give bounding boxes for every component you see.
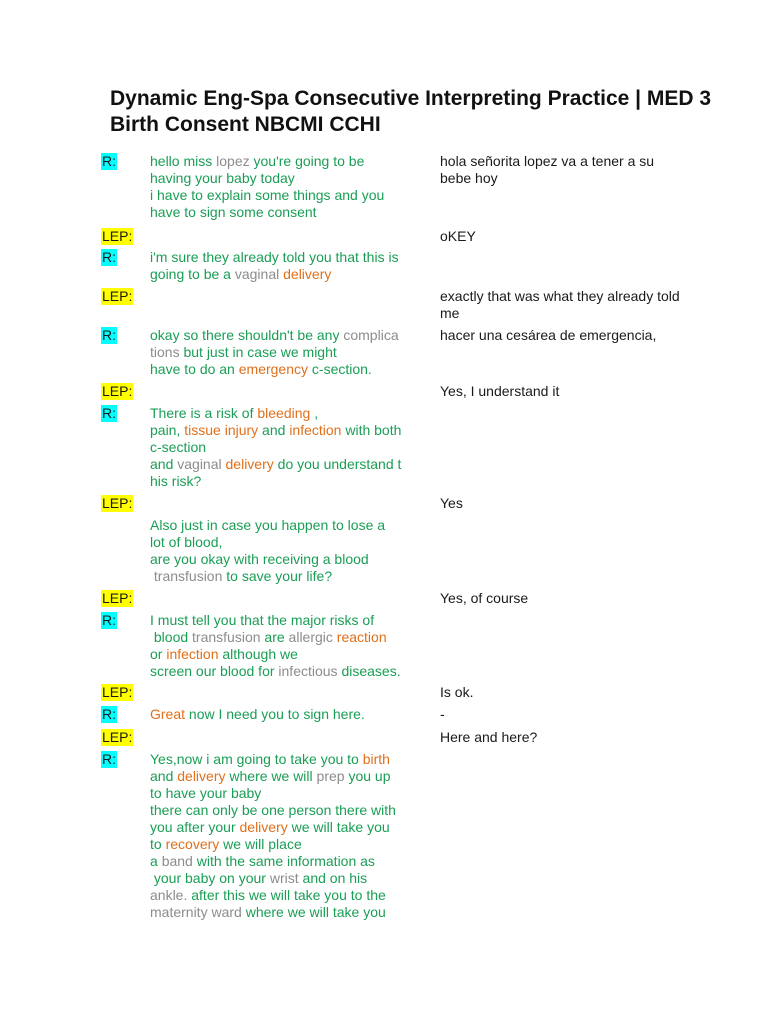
- rendition-line: me: [440, 305, 460, 321]
- utterance-line: [150, 870, 432, 887]
- rendition-line: Here and here?: [440, 729, 538, 745]
- rendition-line: -: [440, 706, 445, 722]
- utterance-text: you after your: [150, 819, 240, 835]
- utterance-line: [150, 836, 432, 853]
- key-term: tissue injury: [184, 422, 259, 438]
- utterance-text: okay so there shouldn't be any: [150, 327, 344, 343]
- target-rendition: [440, 153, 720, 187]
- utterance-text: Yes,now i am going to take you to: [150, 751, 363, 767]
- secondary-term: transfusion: [192, 629, 261, 645]
- speaker-label-lep: [101, 590, 133, 607]
- utterance-text: where we will: [225, 768, 317, 784]
- target-rendition: [440, 684, 720, 701]
- utterance-text: your baby on your: [150, 870, 270, 886]
- utterance-line: [150, 422, 432, 439]
- english-utterance: [150, 612, 432, 680]
- speaker-tag: LEP:: [102, 383, 133, 399]
- key-term: birth: [362, 751, 390, 767]
- utterance-line: [150, 327, 432, 344]
- utterance-text: to have your baby: [150, 785, 262, 801]
- utterance-text: and on his: [298, 870, 368, 886]
- key-term: delivery: [239, 819, 288, 835]
- secondary-term: infectious: [278, 663, 338, 679]
- speaker-tag: LEP:: [102, 684, 133, 700]
- speaker-tag: LEP:: [102, 228, 133, 244]
- utterance-text: to: [150, 836, 166, 852]
- utterance-text: i'm sure they already told you that this is: [150, 249, 399, 265]
- utterance-text: and: [150, 768, 178, 784]
- speaker-tag: R:: [102, 751, 116, 767]
- utterance-line: [150, 249, 432, 266]
- secondary-term: transfusion: [153, 568, 223, 584]
- speaker-tag: LEP:: [102, 288, 133, 304]
- utterance-line: [150, 751, 432, 768]
- key-term: infection: [289, 422, 342, 438]
- utterance-text: lot of blood,: [150, 534, 223, 550]
- utterance-text: with both: [341, 422, 402, 438]
- utterance-line: [150, 768, 432, 785]
- english-utterance: [150, 517, 432, 585]
- secondary-term: prep: [316, 768, 345, 784]
- key-term: Great: [150, 706, 186, 722]
- speaker-tag: LEP:: [102, 729, 133, 745]
- speaker-tag: R:: [102, 405, 116, 421]
- rendition-line: oKEY: [440, 228, 476, 244]
- speaker-tag: R:: [102, 706, 116, 722]
- utterance-text: ,: [310, 405, 319, 421]
- utterance-text: having your baby today: [150, 170, 295, 186]
- speaker-tag: R:: [102, 249, 116, 265]
- utterance-text: c-section: [150, 439, 207, 455]
- utterance-text: c-section.: [308, 361, 372, 377]
- key-term: delivery: [283, 266, 332, 282]
- rendition-line: Yes: [440, 495, 463, 511]
- utterance-text: now I need you to sign here.: [185, 706, 365, 722]
- english-utterance: [150, 405, 432, 490]
- speaker-tag: R:: [102, 327, 116, 343]
- utterance-line: [150, 629, 432, 646]
- utterance-line: [150, 853, 432, 870]
- english-utterance: [150, 327, 432, 378]
- speaker-tag: R:: [102, 612, 116, 628]
- speaker-tag: LEP:: [102, 590, 133, 606]
- utterance-line: [150, 568, 432, 585]
- utterance-line: [150, 473, 432, 490]
- target-rendition: [440, 706, 720, 723]
- speaker-tag: R:: [102, 153, 116, 169]
- utterance-line: [150, 706, 432, 723]
- page-title: Dynamic Eng-Spa Consecutive Interpreting Practice | MED 3 Birth Consent NBCMI CCHI: [110, 87, 712, 136]
- utterance-text: with the same information as: [192, 853, 375, 869]
- utterance-text: we will take you: [287, 819, 390, 835]
- speaker-label-provider: [101, 706, 117, 723]
- utterance-line: [150, 405, 432, 422]
- utterance-text: hello miss: [150, 153, 217, 169]
- utterance-text: Also just in case you happen to lose a: [150, 517, 386, 533]
- english-utterance: [150, 153, 432, 221]
- utterance-line: [150, 612, 432, 629]
- utterance-line: [150, 361, 432, 378]
- speaker-label-lep: [101, 729, 133, 746]
- rendition-line: Yes, I understand it: [440, 383, 560, 399]
- utterance-line: [150, 646, 432, 663]
- utterance-text: I must tell you that the major risks of: [150, 612, 375, 628]
- target-rendition: [440, 383, 720, 400]
- utterance-text: blood: [150, 629, 193, 645]
- utterance-line: [150, 887, 432, 904]
- speaker-label-provider: [101, 751, 117, 768]
- key-term: delivery: [225, 456, 274, 472]
- utterance-line: [150, 344, 432, 361]
- utterance-line: [150, 187, 432, 204]
- key-term: infection: [166, 646, 219, 662]
- utterance-text: are you okay with receiving a blood: [150, 551, 369, 567]
- speaker-label-provider: [101, 405, 117, 422]
- rendition-line: Is ok.: [440, 684, 474, 700]
- key-term: reaction: [336, 629, 387, 645]
- utterance-text: have to do an: [150, 361, 239, 377]
- utterance-text: there can only be one person there with: [150, 802, 396, 818]
- english-utterance: [150, 706, 432, 723]
- speaker-label-lep: [101, 684, 133, 701]
- rendition-line: Yes, of course: [440, 590, 529, 606]
- speaker-label-provider: [101, 249, 117, 266]
- utterance-line: [150, 663, 432, 680]
- key-term: emergency: [238, 361, 309, 377]
- utterance-text: are: [260, 629, 289, 645]
- speaker-label-provider: [101, 612, 117, 629]
- speaker-label-provider: [101, 327, 117, 344]
- utterance-line: [150, 802, 432, 819]
- english-utterance: [150, 751, 432, 921]
- utterance-text: or: [150, 646, 167, 662]
- utterance-text: we will place: [219, 836, 302, 852]
- target-rendition: [440, 228, 720, 245]
- utterance-line: [150, 517, 432, 534]
- secondary-term: tions: [150, 344, 180, 360]
- utterance-text: after this we will take you to the: [187, 887, 386, 903]
- utterance-text: to save your life?: [222, 568, 333, 584]
- target-rendition: [440, 327, 720, 344]
- utterance-text: have to sign some consent: [150, 204, 317, 220]
- utterance-text: diseases.: [337, 663, 401, 679]
- utterance-line: [150, 266, 432, 283]
- rendition-line: hacer una cesárea de emergencia,: [440, 327, 657, 343]
- speaker-label-lep: [101, 228, 133, 245]
- utterance-text: pain,: [150, 422, 185, 438]
- key-term: recovery: [165, 836, 220, 852]
- utterance-text: do you understand t: [273, 456, 402, 472]
- target-rendition: [440, 495, 720, 512]
- utterance-line: [150, 439, 432, 456]
- rendition-line: hola señorita lopez va a tener a su: [440, 153, 655, 169]
- utterance-text: you up: [344, 768, 391, 784]
- secondary-term: ankle.: [150, 887, 188, 903]
- target-rendition: [440, 288, 720, 322]
- utterance-line: [150, 551, 432, 568]
- utterance-line: [150, 204, 432, 221]
- rendition-line: exactly that was what they already told: [440, 288, 680, 304]
- utterance-line: [150, 785, 432, 802]
- utterance-text: and: [258, 422, 290, 438]
- speaker-label-lep: [101, 383, 133, 400]
- utterance-text: i have to explain some things and you: [150, 187, 385, 203]
- utterance-line: [150, 819, 432, 836]
- utterance-line: [150, 904, 432, 921]
- secondary-term: allergic: [288, 629, 333, 645]
- utterance-text: although we: [218, 646, 298, 662]
- utterance-line: [150, 170, 432, 187]
- utterance-text: but just in case we might: [179, 344, 337, 360]
- secondary-term: band: [161, 853, 193, 869]
- utterance-text: going to be a: [150, 266, 235, 282]
- utterance-line: [150, 456, 432, 473]
- target-rendition: [440, 729, 720, 746]
- speaker-label-lep: [101, 495, 133, 512]
- key-term: delivery: [177, 768, 226, 784]
- english-utterance: [150, 249, 432, 283]
- secondary-term: vaginal: [177, 456, 222, 472]
- secondary-term: vaginal: [234, 266, 280, 282]
- secondary-term: complica: [343, 327, 399, 343]
- secondary-term: lopez: [216, 153, 250, 169]
- utterance-text: There is a risk of: [150, 405, 258, 421]
- utterance-text: his risk?: [150, 473, 202, 489]
- speaker-label-provider: [101, 153, 117, 170]
- secondary-term: maternity ward: [150, 904, 242, 920]
- key-term: bleeding: [257, 405, 311, 421]
- utterance-text: and: [150, 456, 178, 472]
- target-rendition: [440, 590, 720, 607]
- speaker-label-lep: [101, 288, 133, 305]
- rendition-line: bebe hoy: [440, 170, 498, 186]
- utterance-text: you're going to be: [249, 153, 365, 169]
- speaker-tag: LEP:: [102, 495, 133, 511]
- secondary-term: wrist: [269, 870, 299, 886]
- utterance-text: where we will take you: [241, 904, 386, 920]
- utterance-line: [150, 153, 432, 170]
- utterance-text: screen our blood for: [150, 663, 279, 679]
- utterance-line: [150, 534, 432, 551]
- utterance-text: a: [150, 853, 162, 869]
